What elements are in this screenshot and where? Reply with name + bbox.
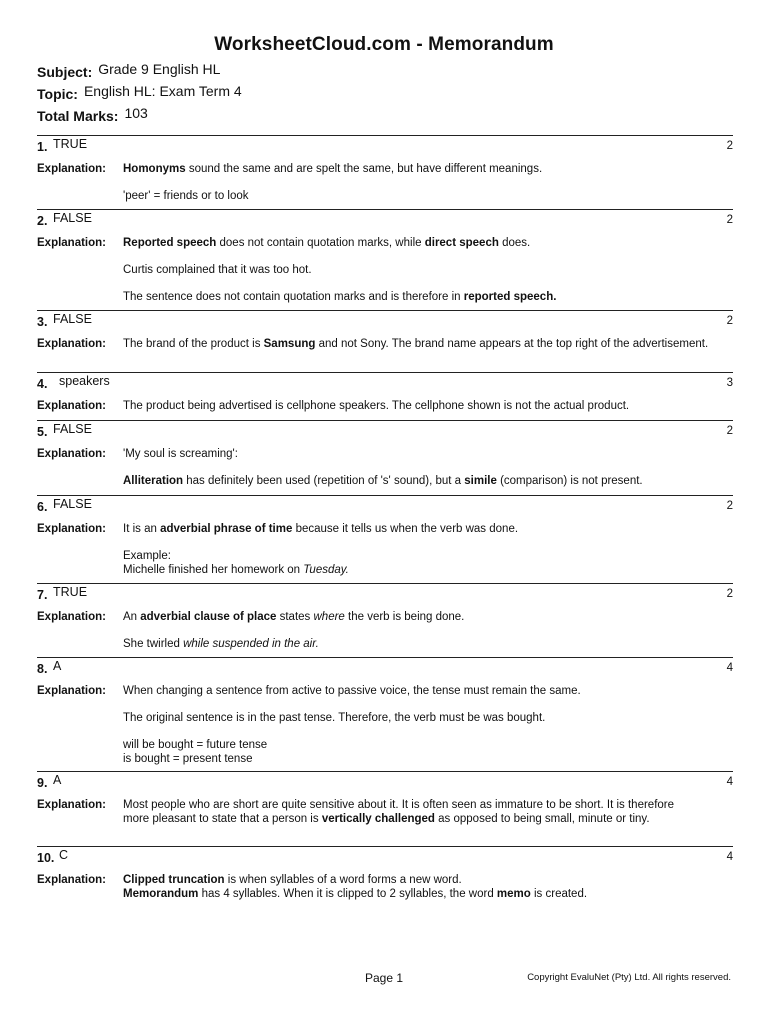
question-answer: C <box>59 848 69 862</box>
explanation: Explanation: Clipped truncation is when syllables of a word forms a new word. Memorandum has 4 syllables. When it is clipped to 2 syllables, the word memo is created. <box>37 874 588 900</box>
question-number: 7. <box>37 588 48 602</box>
explanation: Explanation: An adverbial clause of place states where the verb is being done. She twirled while suspended in the air. <box>37 611 465 650</box>
question-marks: 2 <box>726 140 733 152</box>
question-marks: 2 <box>726 315 733 327</box>
explanation: Explanation: The brand of the product is Samsung and not Sony. The brand name appears at the top right of the advertisement. <box>37 338 709 350</box>
question-number: 2. <box>37 214 48 228</box>
question-2 <box>37 209 733 304</box>
explanation-label: Explanation: <box>37 685 107 697</box>
question-7 <box>37 583 733 651</box>
explanation: Explanation: Homonyms sound the same and are spelt the same, but have different meanings. 'peer' = friends or to look <box>37 163 543 202</box>
subject-value: Grade 9 English HL <box>98 61 221 77</box>
explanation-label: Explanation: <box>37 338 107 350</box>
question-8 <box>37 657 733 766</box>
explanation-label: Explanation: <box>37 523 107 535</box>
explanation-label: Explanation: <box>37 237 107 249</box>
question-answer: TRUE <box>53 585 88 599</box>
subject-label: Subject: <box>37 64 93 80</box>
explanation-label: Explanation: <box>37 163 107 175</box>
explanation: Explanation: The product being advertised is cellphone speakers. The cellphone shown is not the actual product. <box>37 400 630 412</box>
explanation-label: Explanation: <box>37 874 107 886</box>
question-4 <box>37 372 733 413</box>
question-number: 6. <box>37 500 48 514</box>
total-marks-row <box>37 105 148 124</box>
question-marks: 3 <box>726 377 733 389</box>
question-answer: TRUE <box>53 137 88 151</box>
question-number: 8. <box>37 662 48 676</box>
explanation: Explanation: Most people who are short are quite sensitive about it. It is often seen as immature to be short. It is therefore more pleasant to state that a person is vertically challenged as opposed to being small, minute or tiny. <box>37 799 675 825</box>
topic-value: English HL: Exam Term 4 <box>83 83 242 99</box>
question-answer: FALSE <box>53 312 92 326</box>
question-3 <box>37 310 733 351</box>
question-marks: 2 <box>726 425 733 437</box>
question-number: 5. <box>37 425 48 439</box>
question-number: 4. <box>37 377 48 391</box>
subject-row <box>37 61 221 80</box>
question-6 <box>37 495 733 577</box>
question-marks: 2 <box>726 500 733 512</box>
total-marks-value: 103 <box>124 105 148 121</box>
explanation: Explanation: 'My soul is screaming': Alliteration has definitely been used (repetition of 's' sound), but a simile (comparison) is not present. <box>37 448 643 487</box>
copyright-notice: Copyright EvaluNet (Pty) Ltd. All rights reserved. <box>527 972 731 983</box>
explanation: Explanation: Reported speech does not contain quotation marks, while direct speech does. Curtis complained that it was too hot. The sentence does not contain quotation marks and is therefore in reported speech. <box>37 237 557 303</box>
page-title: WorksheetCloud.com - Memorandum <box>214 34 554 55</box>
explanation-label: Explanation: <box>37 400 107 412</box>
question-9 <box>37 771 733 826</box>
question-marks: 4 <box>726 662 733 674</box>
explanation-label: Explanation: <box>37 611 107 623</box>
question-answer: speakers <box>59 374 110 388</box>
question-answer: FALSE <box>53 497 92 511</box>
question-marks: 2 <box>726 588 733 600</box>
question-number: 10. <box>37 851 55 865</box>
question-answer: A <box>53 659 62 673</box>
topic-label: Topic: <box>37 86 78 102</box>
explanation: Explanation: When changing a sentence from active to passive voice, the tense must remain the same. The original sentence is in the past tense. Therefore, the verb must be was bought. will be bought = future tense is bought = present tense <box>37 685 581 765</box>
question-number: 1. <box>37 140 48 154</box>
question-answer: A <box>53 773 62 787</box>
topic-row <box>37 83 242 102</box>
question-10 <box>37 846 733 901</box>
question-marks: 4 <box>726 851 733 863</box>
page-number: Page 1 <box>364 971 404 985</box>
explanation-label: Explanation: <box>37 448 107 460</box>
question-marks: 2 <box>726 214 733 226</box>
explanation: Explanation: It is an adverbial phrase of time because it tells us when the verb was done. Example: Michelle finished her homework on Tuesday. <box>37 523 519 576</box>
question-marks: 4 <box>726 776 733 788</box>
question-answer: FALSE <box>53 211 92 225</box>
question-5 <box>37 420 733 488</box>
total-marks-label: Total Marks: <box>37 108 119 124</box>
question-answer: FALSE <box>53 422 92 436</box>
explanation-label: Explanation: <box>37 799 107 811</box>
question-1 <box>37 135 733 203</box>
question-number: 9. <box>37 776 48 790</box>
question-number: 3. <box>37 315 48 329</box>
